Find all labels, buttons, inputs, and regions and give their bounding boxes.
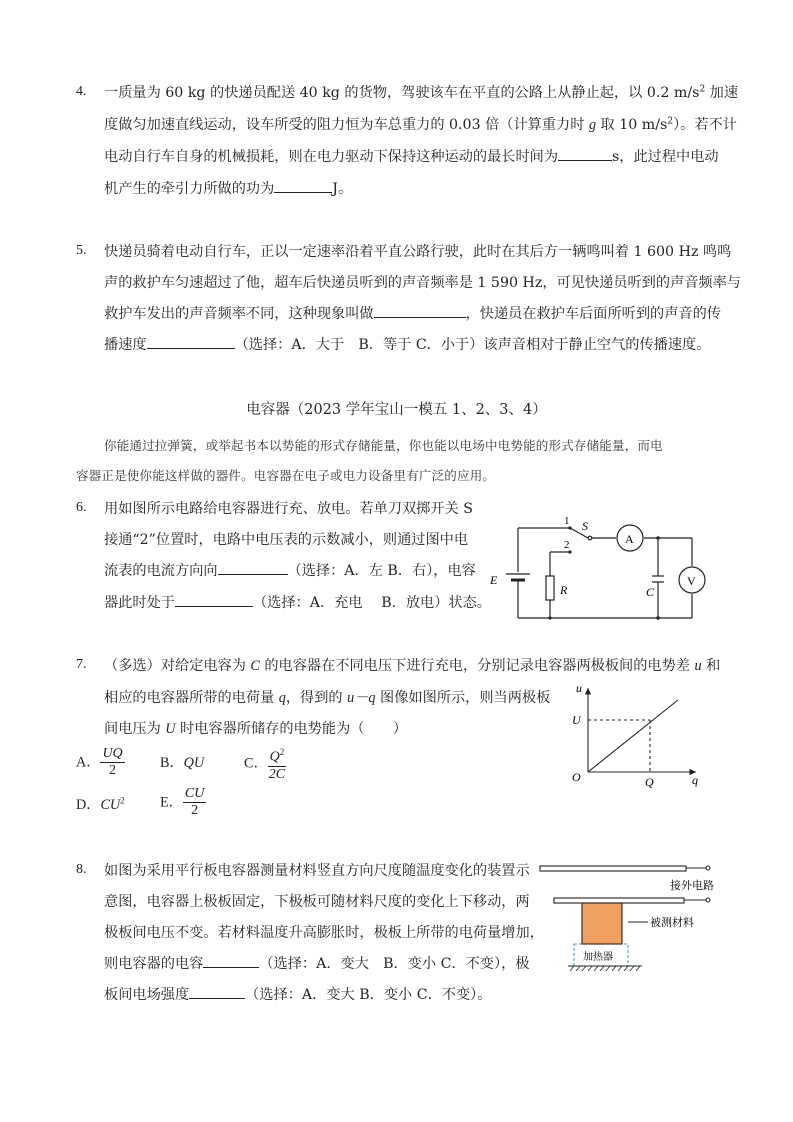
- circuit-diagram: [484, 512, 724, 628]
- section-title: 电容器（2023 学年宝山一模五 1、2、3、4）: [246, 402, 547, 418]
- section-intro: 你能通过拉弹簧，或举起书本以势能的形式存储能量，你也能以电场中电势能的形式存储能量，而电: [104, 438, 663, 453]
- question-number: 8.: [76, 862, 87, 877]
- ammeter-label: A: [625, 532, 634, 546]
- heater-label: 加热器: [583, 952, 613, 963]
- question-text-line: 一质量为 60 kg 的快递员配送 40 kg 的货物，驾驶该车在平直的公路上从静止起，以 0.2 $m/s^2$ 加速: [104, 84, 739, 101]
- question-text-line: 板间电场强度 （选择：A．变大 B．变小 C．不变）。: [104, 984, 491, 1004]
- material-label: 被测材料: [650, 917, 694, 929]
- external-circuit-label: 接外电路: [670, 880, 714, 892]
- question-text-line: 电动自行车自身的机械损耗，则在电力驱动下保持这种运动的最长时间为 s，此过程中电动: [104, 146, 719, 166]
- question-text-line: 相应的电容器所带的电荷量 q，得到的 u－q 图像如图所示，则当两极板: [104, 690, 551, 706]
- question-text-line: 声的救护车匀速超过了他，超车后快递员听到的声音频率是 1 590 Hz，可见快递员听到的声音频率与: [104, 275, 741, 291]
- answer-blank[interactable]: [147, 334, 235, 349]
- answer-blank[interactable]: [558, 146, 612, 161]
- u-q-graph: [560, 678, 710, 788]
- question-number: 6.: [76, 500, 87, 515]
- question-text-line: 意图，电容器上极板固定，下极板可随材料尺度的变化上下移动，两: [104, 894, 530, 910]
- switch-label: S: [582, 519, 588, 533]
- x-axis-label: q: [692, 773, 698, 787]
- answer-blank[interactable]: [274, 178, 332, 193]
- option-e[interactable]: E． $\frac{CU}{2}$: [160, 786, 205, 818]
- capacitor-apparatus-diagram: [538, 858, 738, 976]
- question-text-line: 如图为采用平行板电容器测量材料竖直方向尺度随温度变化的装置示: [104, 863, 530, 879]
- answer-blank[interactable]: [203, 953, 259, 968]
- question-text-line: 接通“2”位置时，电路中电压表的示数减小，则通过图中电: [104, 532, 469, 548]
- resistor-label: R: [560, 583, 568, 597]
- question-number: 5.: [76, 243, 87, 258]
- y-axis-label: u: [576, 681, 582, 695]
- option-d[interactable]: D．$CU^2$: [76, 795, 125, 813]
- section-intro: 容器正是使你能这样做的器件。电容器在电子或电力设备里有广泛的应用。: [76, 468, 496, 483]
- question-text-line: 救护车发出的声音频率不同，这种现象叫做 ，快递员在救护车后面所听到的声音的传: [104, 303, 721, 323]
- q-tick-label: Q: [645, 775, 654, 788]
- switch-pos-2-label: 2: [564, 539, 570, 551]
- question-text-line: 播速度 （选择：A．大于 B．等于 C．小于）该声音相对于静止空气的传播速度。: [104, 334, 710, 354]
- answer-blank[interactable]: [218, 560, 288, 575]
- question-text-line: 快递员骑着电动自行车，正以一定速率沿着平直公路行驶，此时在其后方一辆鸣叫着 1 600 Hz 鸣鸣: [104, 244, 732, 260]
- origin-label: O: [572, 770, 581, 784]
- option-c[interactable]: C． $\frac{Q^2}{2C}$: [244, 744, 286, 783]
- material-block: [582, 903, 622, 944]
- switch-pos-1-label: 1: [564, 515, 570, 527]
- battery-label: E: [490, 573, 498, 587]
- option-b[interactable]: B．QU: [160, 755, 205, 771]
- capacitor-label: C: [646, 585, 655, 599]
- answer-blank[interactable]: [374, 303, 466, 318]
- u-q-line: [588, 700, 678, 772]
- question-text-line: 度做匀加速直线运动，设车所受的阻力恒为车总重力的 0.03 倍（计算重力时 g 取 10 $m/s^2$）。若不计: [104, 116, 737, 133]
- question-text-line: 流表的电流方向向 （选择：A．左 B．右），电容: [104, 560, 476, 580]
- question-text-line: 极板间电压不变。若材料温度升高膨胀时，极板上所带的电荷量增加，: [104, 925, 544, 941]
- question-text-line: 用如图所示电路给电容器进行充、放电。若单刀双掷开关 S: [104, 501, 473, 517]
- answer-blank[interactable]: [175, 592, 253, 607]
- question-text-line: 器此时处于 （选择：A．充电 B．放电）状态。: [104, 592, 491, 612]
- question-text-line: 间电压为 U 时电容器所储存的电势能为（ ）: [104, 721, 408, 737]
- question-text-line: （多选）对给定电容为 C 的电容器在不同电压下进行充电，分别记录电容器两极板间的电势差 u 和: [104, 658, 721, 674]
- question-text-line: 机产生的牵引力所做的功为 J。: [104, 178, 352, 198]
- question-number: 4.: [76, 84, 87, 99]
- u-tick-label: U: [572, 713, 581, 727]
- answer-blank[interactable]: [189, 984, 245, 999]
- question-number: 7.: [76, 657, 87, 672]
- question-text-line: 则电容器的电容 （选择：A．变大 B．变小 C．不变），极: [104, 953, 529, 973]
- voltmeter-label: V: [687, 574, 696, 588]
- option-a[interactable]: A． $\frac{UQ}{2}$: [76, 746, 123, 778]
